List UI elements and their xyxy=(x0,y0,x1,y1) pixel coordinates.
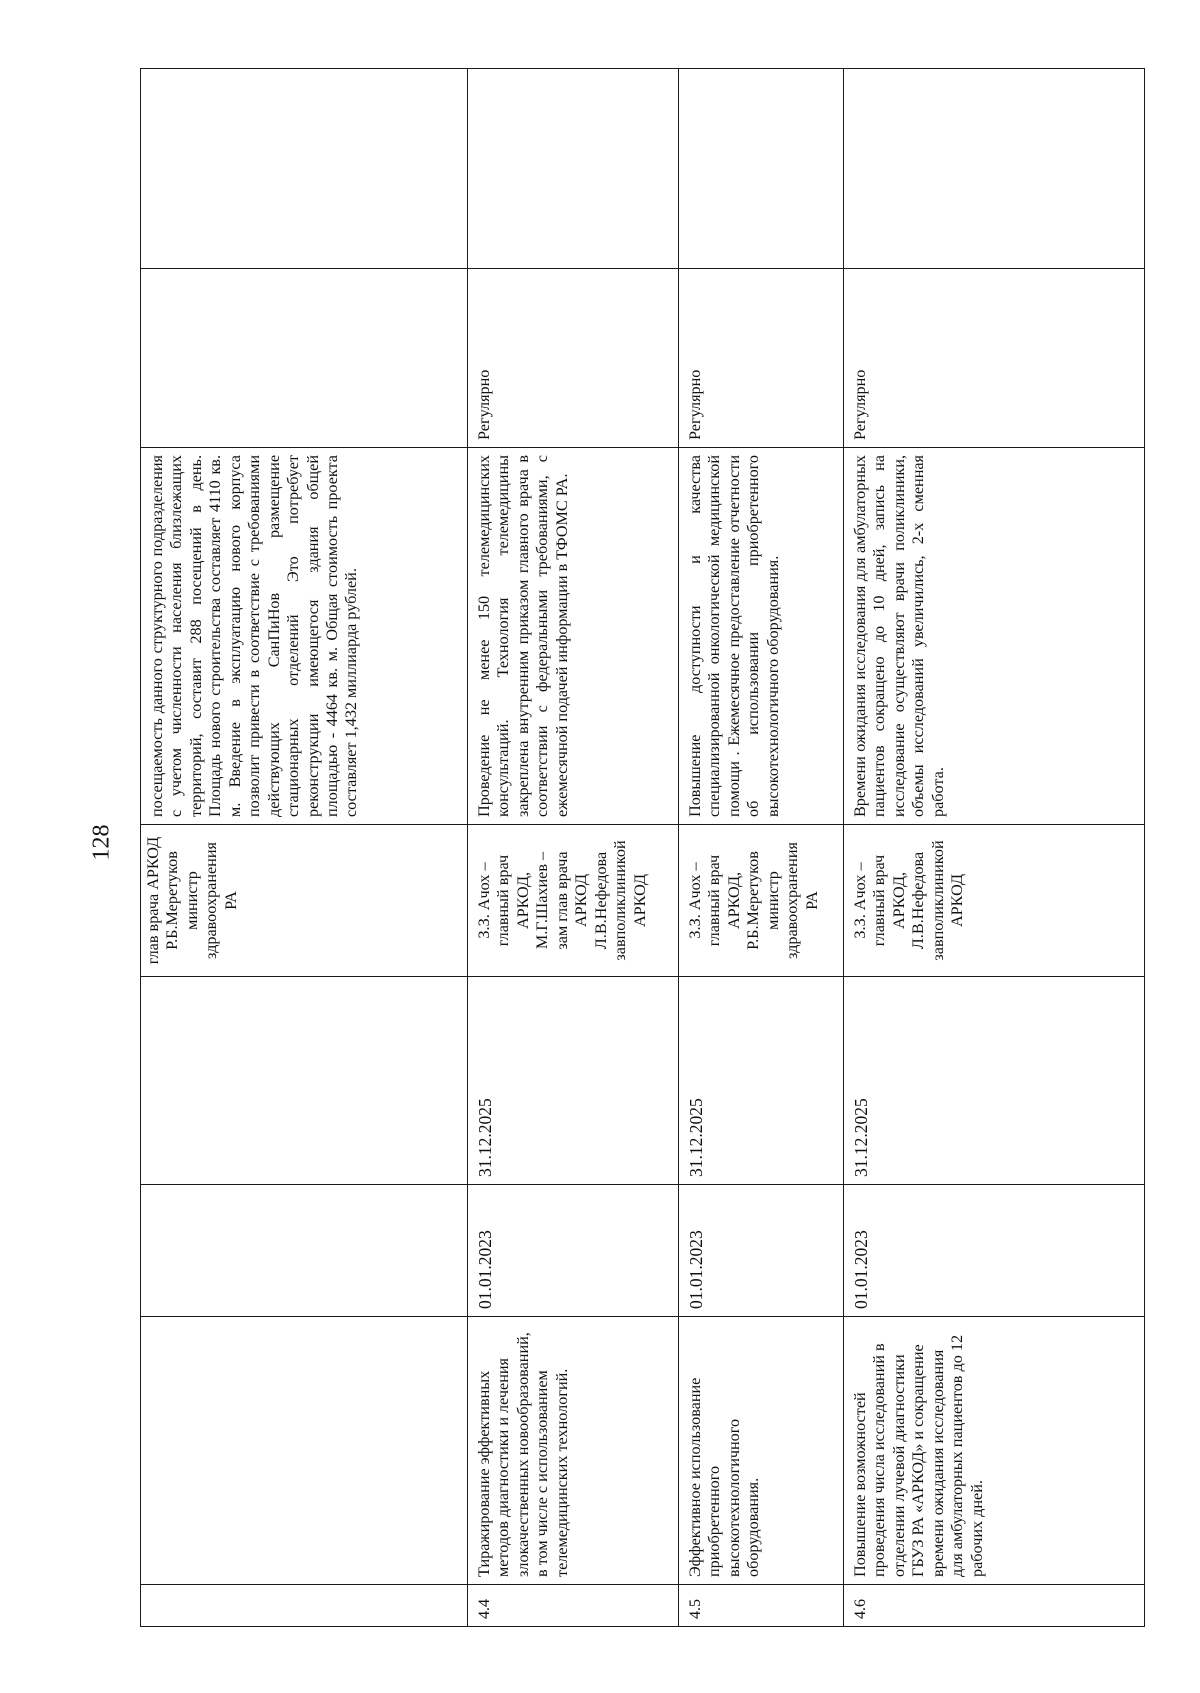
action-plan-table xyxy=(140,68,1145,1627)
table-row xyxy=(844,69,1145,1627)
expected-result: посещаемость данного структурного подразделения с учетом численности населения близлежащих территорий, составит 288 посещений в день. Площадь нового строительства составляет 4110 кв. м. Введение в эксплуатацию нового корпуса позволит привести в соответствие с требованиями действующих СанПиНов размещение стационарных отделений Это потребует реконструкции имеющегося здания общей площадью - 4464 кв. м. Общая стоимость проекта составляет 1,432 миллиарда рублей. xyxy=(141,448,468,825)
execution-period xyxy=(141,269,468,448)
row-number: 4.6 xyxy=(844,1585,1145,1627)
expected-result: Времени ожидания исследования для амбулаторных пациентов сокращено до 10 дней, запись на исследование осуществляют врачи поликлиники, объемы исследований увеличились, 2-х сменная работа. xyxy=(844,448,1145,825)
end-date: 31.12.2025 xyxy=(679,977,844,1185)
end-date: 31.12.2025 xyxy=(844,977,1145,1185)
table-row xyxy=(468,69,679,1627)
start-date: 01.01.2023 xyxy=(468,1185,679,1317)
task-description: Эффективное использование приобретенного высокотехнологичного оборудования. xyxy=(679,1317,844,1585)
responsible-persons: З.З. Ачох – главный врач АРКОД, М.Г.Шахиев – зам глав врача АРКОД Л.В.Нефедова завполиклиникой АРКОД xyxy=(468,825,679,977)
start-date xyxy=(141,1185,468,1317)
expected-result: Проведение не менее 150 телемедицинских консультаций. Технология телемедицины закреплена внутренним приказом главного врача в соответствии с федеральными требованиями, с ежемесячной подачей информации в ТФОМС РА. xyxy=(468,448,679,825)
page-number: 128 xyxy=(88,824,115,860)
responsible-persons: глав врача АРКОД Р.Б.Меретуков министр здравоохранения РА xyxy=(141,825,468,977)
end-date: 31.12.2025 xyxy=(468,977,679,1185)
empty-cell xyxy=(468,69,679,269)
action-plan-table-container xyxy=(140,69,1144,1627)
end-date xyxy=(141,977,468,1185)
empty-cell xyxy=(844,69,1145,269)
table-row xyxy=(141,69,468,1627)
empty-cell xyxy=(141,69,468,269)
task-description: Тиражирование эффективных методов диагностики и лечения злокачественных новообразований, в том числе с использованием телемедицинских технологий. xyxy=(468,1317,679,1585)
responsible-persons: З.З. Ачох – главный врач АРКОД, Р.Б.Меретуков министр здравоохранения РА xyxy=(679,825,844,977)
start-date: 01.01.2023 xyxy=(844,1185,1145,1317)
empty-cell xyxy=(679,69,844,269)
table-row xyxy=(679,69,844,1627)
task-description xyxy=(141,1317,468,1585)
task-description: Повышение возможностей проведения числа исследований в отделении лучевой диагностики ГБУЗ РА «АРКОД» и сокращение времени ожидания исследования для амбулаторных пациентов до 12 рабочих дней. xyxy=(844,1317,1145,1585)
row-number: 4.4 xyxy=(468,1585,679,1627)
responsible-persons: З.З. Ачох – главный врач АРКОД, Л.В.Нефедова завполиклиникой АРКОД xyxy=(844,825,1145,977)
expected-result: Повышение доступности и качества специализированной онкологической медицинской помощи . Ежемесячное предоставление отчетности об использовании приобретенного высокотехнологичного оборудования. xyxy=(679,448,844,825)
execution-period: Регулярно xyxy=(844,269,1145,448)
start-date: 01.01.2023 xyxy=(679,1185,844,1317)
row-number xyxy=(141,1585,468,1627)
execution-period: Регулярно xyxy=(468,269,679,448)
execution-period: Регулярно xyxy=(679,269,844,448)
row-number: 4.5 xyxy=(679,1585,844,1627)
